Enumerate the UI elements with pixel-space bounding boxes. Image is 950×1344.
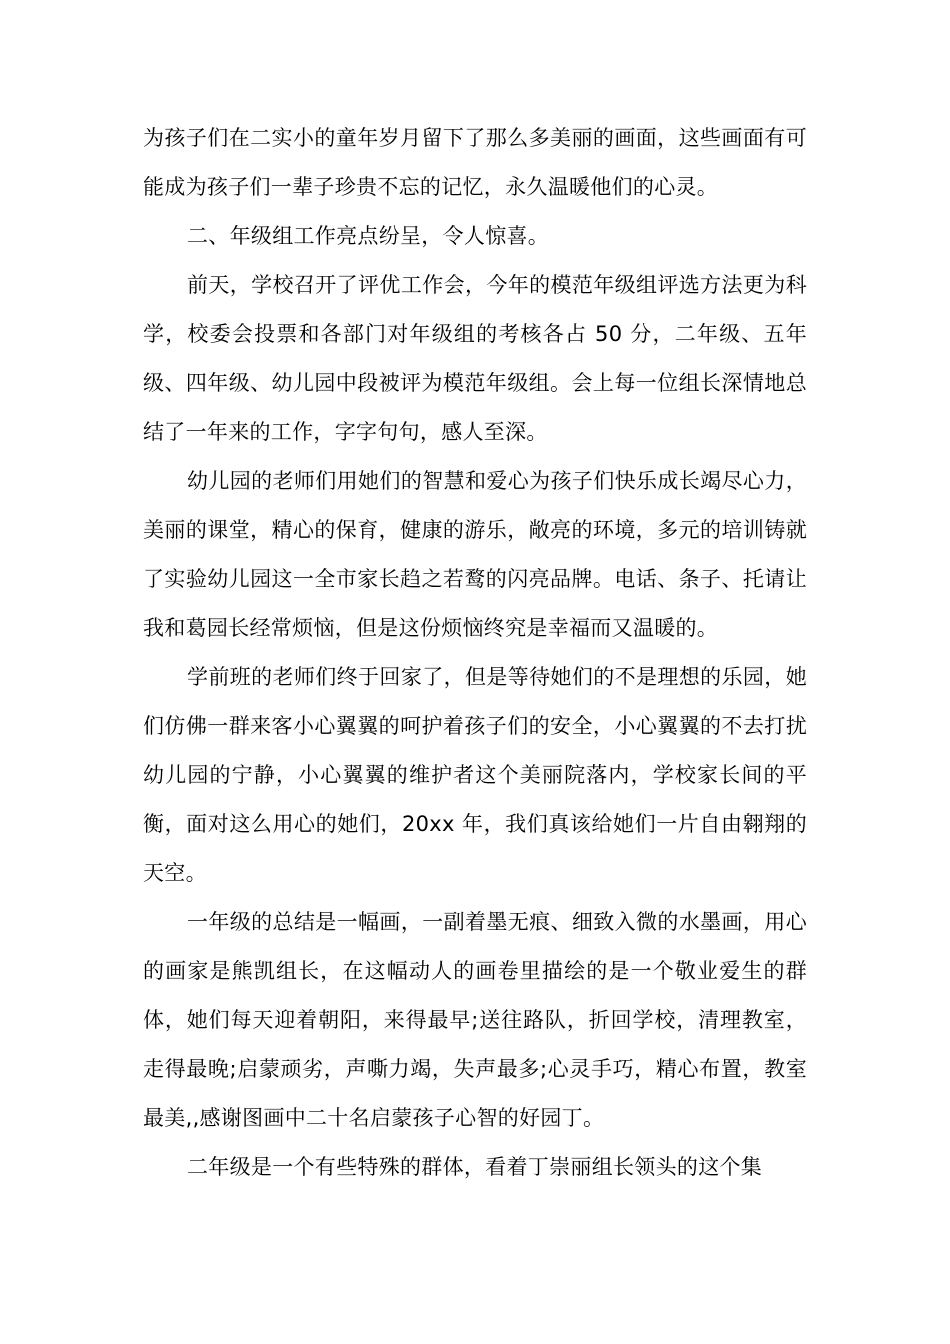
- paragraph-3: 前天，学校召开了评优工作会，今年的模范年级组评选方法更为科学，校委会投票和各部门对年级组的考核各占 50 分，二年级、五年级、四年级、幼儿园中段被评为模范年级组。会上每一位组长深情地总结了一年来的工作，字字句句，感人至深。: [143, 273, 807, 444]
- document-page: [143, 114, 807, 1192]
- paragraph-1: 为孩子们在二实小的童年岁月留下了那么多美丽的画面，这些画面有可能成为孩子们一辈子珍贵不忘的记忆，永久温暖他们的心灵。: [143, 126, 807, 199]
- paragraph-7: 二年级是一个有些特殊的群体，看着丁崇丽组长领头的这个集: [187, 1155, 763, 1179]
- paragraph-5: 学前班的老师们终于回家了，但是等待她们的不是理想的乐园，她们仿佛一群来客小心翼翼的呵护着孩子们的安全，小心翼翼的不去打扰幼儿园的宁静，小心翼翼的维护者这个美丽院落内，学校家长间的平衡，面对这么用心的她们，20xx 年，我们真该给她们一片自由翱翔的天空。: [143, 665, 807, 885]
- paragraph-4: 幼儿园的老师们用她们的智慧和爱心为孩子们快乐成长竭尽心力，美丽的课堂，精心的保育，健康的游乐，敞亮的环境，多元的培训铸就了实验幼儿园这一全市家长趋之若鹜的闪亮品牌。电话、条子、托请让我和葛园长经常烦恼，但是这份烦恼终究是幸福而又温暖的。: [143, 469, 807, 640]
- paragraph-2-heading: 二、年级组工作亮点纷呈，令人惊喜。: [187, 224, 550, 248]
- paragraph-6: 一年级的总结是一幅画，一副着墨无痕、细致入微的水墨画，用心的画家是熊凯组长，在这幅动人的画卷里描绘的是一个敬业爱生的群体，她们每天迎着朝阳，来得最早;送往路队，折回学校，清理教室，走得最晚;启蒙顽劣，声嘶力竭，失声最多;心灵手巧，精心布置，教室最美,,感谢图画中二十名启蒙孩子心智的好园丁。: [143, 910, 807, 1130]
